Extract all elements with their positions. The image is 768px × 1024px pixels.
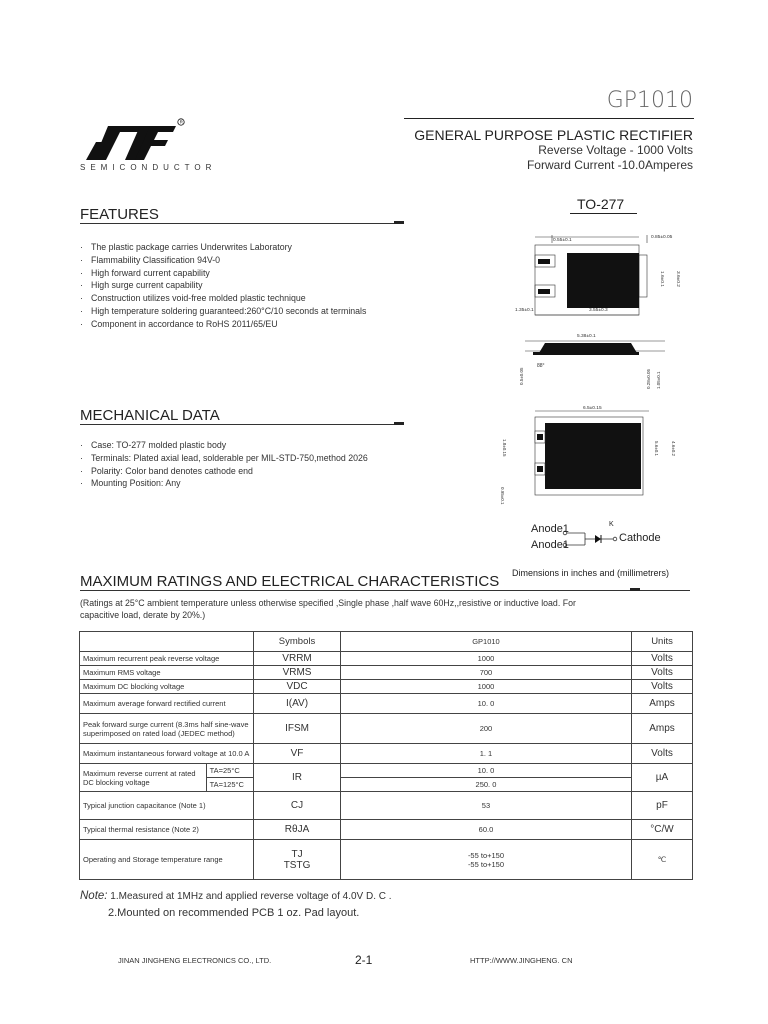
row-value: 60.0 xyxy=(340,820,631,840)
ir-symbol: IR xyxy=(254,764,341,792)
row-value: 200 xyxy=(340,714,631,744)
pin-anode1-top: Anode1 xyxy=(531,523,569,535)
table-row xyxy=(80,792,693,820)
row-unit: Volts xyxy=(632,666,693,680)
row-symbol: VF xyxy=(254,744,341,764)
logo-subtext: SEMICONDUCTOR xyxy=(80,163,217,172)
ir-val-25: 10. 0 xyxy=(340,764,631,778)
package-underline xyxy=(570,213,637,214)
ratings-conditions: (Ratings at 25°C ambient temperature unless otherwise specified ,Single phase ,half wave 60Hz,,resistive or inductive load. For capacitive load, derate by 20%.) xyxy=(80,598,576,620)
row-param: Typical thermal resistance (Note 2) xyxy=(80,820,254,840)
product-title: GENERAL PURPOSE PLASTIC RECTIFIER xyxy=(414,127,693,143)
row-unit: Amps xyxy=(632,694,693,714)
dimensions-note: Dimensions in inches and (millimetrers) xyxy=(512,568,670,578)
dim-side-b: 0.28±0.05 xyxy=(646,369,651,389)
row-value: 1000 xyxy=(340,680,631,694)
footer-page: 2-1 xyxy=(355,953,373,967)
dim-angle: 88° xyxy=(537,363,545,369)
header-part: GP1010 xyxy=(340,632,631,652)
row-param: Maximum instantaneous forward voltage at 10.0 A xyxy=(80,744,254,764)
temp-unit: ℃ xyxy=(632,840,693,880)
list-item: · Component in accordance to RoHS 2011/65/EU xyxy=(80,318,420,331)
mechanical-rule-tab xyxy=(394,422,404,425)
row-symbol: VDC xyxy=(254,680,341,694)
list-item: · Terminals: Plated axial lead, solderable per MIL-STD-750,method 2026 xyxy=(80,452,420,465)
row-unit: Volts xyxy=(632,680,693,694)
row-unit: pF xyxy=(632,792,693,820)
pin-k-mark: K xyxy=(609,521,614,528)
features-title: FEATURES xyxy=(80,206,159,223)
ratings-title: MAXIMUM RATINGS AND ELECTRICAL CHARACTERISTICS xyxy=(80,573,500,590)
list-item: · Construction utilizes void-free molded plastic technique xyxy=(80,292,420,305)
header-subtitle xyxy=(414,127,693,173)
row-param: Maximum recurrent peak reverse voltage xyxy=(80,652,254,666)
footer-url[interactable]: HTTP://WWW.JINGHENG. CN xyxy=(470,956,573,965)
ir-unit: µA xyxy=(632,764,693,792)
dim-side-c: 1.05±0.1 xyxy=(656,371,661,389)
dim-low-h3: 4.6±0.2 xyxy=(671,441,676,456)
footer-company: JINAN JINGHENG ELECTRONICS CO., LTD. xyxy=(118,956,272,965)
temp-symbols xyxy=(254,840,341,880)
row-param: Maximum RMS voltage xyxy=(80,666,254,680)
table-row xyxy=(80,694,693,714)
row-symbol: VRRM xyxy=(254,652,341,666)
list-item: · High temperature soldering guaranteed:260°C/10 seconds at terminals xyxy=(80,305,420,318)
row-symbol: VRMS xyxy=(254,666,341,680)
row-value: 10. 0 xyxy=(340,694,631,714)
notes-n1-line xyxy=(80,890,392,902)
temp-values xyxy=(340,840,631,880)
mechanical-list xyxy=(80,439,420,490)
dim-low-h2: 5.6±0.1 xyxy=(654,441,659,456)
list-item: · Flammability Classification 94V-0 xyxy=(80,254,420,267)
dim-bot-w2: 3.55±0.3 xyxy=(589,308,608,313)
row-param: Maximum average forward rectified current xyxy=(80,694,254,714)
features-rule xyxy=(80,223,404,224)
table-row xyxy=(80,744,693,764)
list-item: · Case: TO-277 molded plastic body xyxy=(80,439,420,452)
table-row xyxy=(80,680,693,694)
temp-param: Operating and Storage temperature range xyxy=(80,840,254,880)
row-symbol: CJ xyxy=(254,792,341,820)
features-rule-tab xyxy=(394,221,404,224)
part-number: GP1010 xyxy=(606,88,693,113)
row-symbol: I(AV) xyxy=(254,694,341,714)
dim-mid-w: 5.38±0.1 xyxy=(577,334,596,339)
notes-label: Note: xyxy=(80,890,108,902)
mechanical-title: MECHANICAL DATA xyxy=(80,407,220,424)
dim-low-h1: 1.8±0.15 xyxy=(502,439,507,457)
dim-low-w: 6.5±0.15 xyxy=(583,406,602,411)
ir-cond-25: TA=25°C xyxy=(206,764,254,778)
dim-side-h2: 3.6±0.2 xyxy=(675,271,680,287)
temp-val-tstg: -55 to+150 xyxy=(467,859,505,869)
row-unit: °C/W xyxy=(632,820,693,840)
pin-anode1-bottom: Anode1 xyxy=(531,539,569,551)
features-list xyxy=(80,241,420,331)
table-row-temp xyxy=(80,840,693,880)
table-row xyxy=(80,820,693,840)
row-value: 700 xyxy=(340,666,631,680)
dim-top-w2: 0.85±0.05 xyxy=(651,235,673,240)
note-1: 1.Measured at 1MHz and applied reverse voltage of 4.0V D. C . xyxy=(110,891,392,902)
row-param: Typical junction capacitance (Note 1) xyxy=(80,792,254,820)
list-item: · High forward current capability xyxy=(80,267,420,280)
dim-bot-w1: 1.35±0.1 xyxy=(515,308,534,313)
list-item: · Mounting Position: Any xyxy=(80,477,420,490)
pin-cathode: Cathode xyxy=(619,532,661,544)
ratings-rule xyxy=(80,590,690,591)
row-value: 1. 1 xyxy=(340,744,631,764)
note-2: 2.Mounted on recommended PCB 1 oz. Pad layout. xyxy=(108,907,360,919)
row-unit: Volts xyxy=(632,744,693,764)
temp-val-tj: -55 to+150 xyxy=(467,850,505,860)
ir-cond-125: TA=125°C xyxy=(206,778,254,792)
mechanical-rule xyxy=(80,424,404,425)
list-item: · The plastic package carries Underwrites Laboratory xyxy=(80,241,420,254)
dim-low-b: 0.95±0.1 xyxy=(500,487,505,505)
row-unit: Amps xyxy=(632,714,693,744)
header-units: Units xyxy=(632,632,693,652)
table-row xyxy=(80,714,693,744)
table-row xyxy=(80,666,693,680)
row-param: Peak forward surge current (8.3ms half sine-wave superimposed on rated load (JEDEC method) xyxy=(80,714,254,744)
table-row xyxy=(80,652,693,666)
row-param: Maximum DC blocking voltage xyxy=(80,680,254,694)
reverse-voltage: Reverse Voltage - 1000 Volts xyxy=(538,143,693,157)
ratings-rule-tab xyxy=(630,588,640,591)
dim-top-w1: 0.55±0.1 xyxy=(553,238,572,243)
row-value: 1000 xyxy=(340,652,631,666)
dim-side-a: 0.5±0.05 xyxy=(519,367,524,385)
row-symbol: IFSM xyxy=(254,714,341,744)
ir-val-125: 250. 0 xyxy=(340,778,631,792)
row-value: 53 xyxy=(340,792,631,820)
temp-symbol-tstg: TSTG xyxy=(283,859,311,871)
ratings-table xyxy=(79,631,693,880)
forward-current: Forward Current -10.0Amperes xyxy=(526,158,693,172)
list-item: · Polarity: Color band denotes cathode end xyxy=(80,465,420,478)
header-symbols: Symbols xyxy=(254,632,341,652)
ir-param: Maximum reverse current at rated DC blocking voltage xyxy=(80,764,207,792)
svg-text:R: R xyxy=(179,119,183,125)
package-label: TO-277 xyxy=(577,196,625,212)
list-item: · High surge current capability xyxy=(80,279,420,292)
table-header-row xyxy=(80,632,693,652)
row-symbol: RθJA xyxy=(254,820,341,840)
dim-side-h1: 1.6±0.1 xyxy=(659,271,664,287)
temp-symbol-tj: TJ xyxy=(291,848,303,860)
table-row-ir-25 xyxy=(80,764,693,778)
header-divider xyxy=(404,118,694,119)
row-unit: Volts xyxy=(632,652,693,666)
package-drawing xyxy=(500,225,705,555)
